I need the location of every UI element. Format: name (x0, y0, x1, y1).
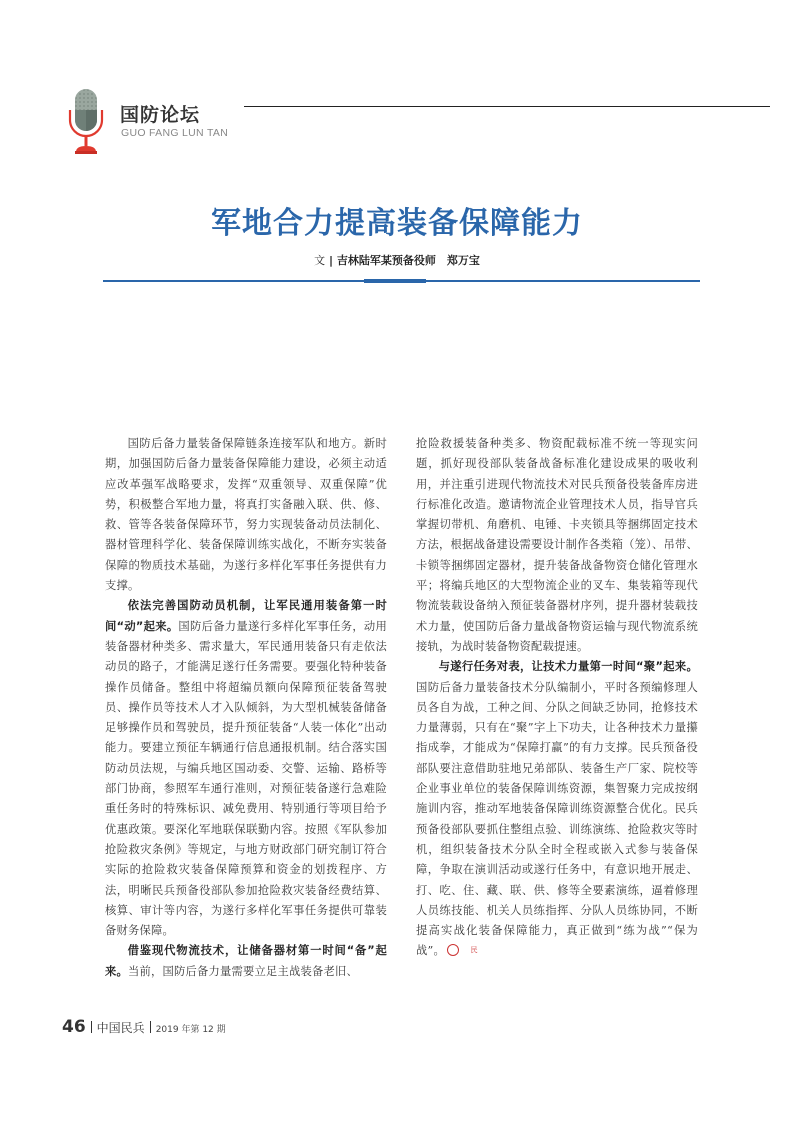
paragraph (105, 941, 387, 982)
paragraph-text: 当前，国防后备力量需要立足主战装备老旧、 (128, 964, 358, 978)
paragraph-lead: 与遂行任务对表，让技术力量第一时间“聚”起来。 (438, 660, 698, 674)
paragraph-text: 国防后备力量装备技术分队编制小，平时各预编修理人员各自为战，工种之间、分队之间缺乏协同，抢修技术力量薄弱，只有在“聚”字上下功夫，让各种技术力量攥指成拳，才能成为“保障打赢”的有力支撑。民兵预备役部队要注意借助驻地兄弟部队、装备生产厂家、院校等企业事业单位的装备保障训练资源，集智聚力完成按纲施训内容，推动军地装备保障训练资源整合优化。民兵预备役部队要抓住整组点验、训练演练、抢险救灾等时机，组织装备技术分队全时全程或嵌入式参与装备保障，争取在演训活动或遂行任务中，有意识地开展走、打、吃、住、藏、联、供、修等全要素演练，逼着修理人员练技能、机关人员练指挥、分队人员练协同，不断提高实战化装备保障能力，真正做到“练为战”“保为战”。 (416, 680, 698, 958)
byline-prefix: 文 (314, 254, 326, 267)
article-title: 军地合力提高装备保障能力 (211, 206, 583, 241)
page-footer (62, 1017, 226, 1037)
magazine-name: 中国民兵 (96, 1021, 145, 1035)
footer-separator (150, 1021, 151, 1033)
byline-author: 吉林陆军某预备役师 郑万宝 (336, 254, 480, 267)
paragraph-lead: 依法完善国防动员机制，让军民通用装备第一时间“动”起来。 (105, 599, 387, 633)
article-column-right (416, 434, 698, 962)
byline-separator: | (328, 254, 334, 267)
microphone-icon (66, 88, 106, 156)
page-number: 46 (62, 1017, 86, 1037)
paragraph (105, 596, 387, 941)
paragraph-lead: 借鉴现代物流技术，让储备器材第一时间“备”起来。 (105, 944, 387, 978)
issue-number: 2019 年第 12 期 (155, 1025, 226, 1035)
end-mark-icon: 民 (447, 944, 459, 956)
paragraph (416, 434, 698, 657)
footer-separator (91, 1021, 92, 1033)
paragraph-text: 国防后备力量装备保障链条连接军队和地方。新时期，加强国防后备力量装备保障能力建设，必须主动适应改革强军战略要求，发挥“双重领导、双重保障”优势，积极整合军地力量，将真打实备融入联、供、修、救、管等各装备保障环节，努力实现装备动员法制化、器材管理科学化、装备保障训练实战化，不断夯实装备保障的物质技术基础，为遂行多样化军事任务提供有力支撑。 (105, 437, 387, 593)
title-divider-accent (364, 279, 426, 283)
byline (0, 252, 794, 268)
header-divider (244, 106, 770, 107)
paragraph-text: 抢险救援装备种类多、物资配载标准不统一等现实问题，抓好现役部队装备战备标准化建设成果的吸收利用，并注重引进现代物流技术对民兵预备役装备库房进行标准化改造。邀请物流企业管理技术人员，指导官兵掌握切带机、角磨机、电锤、卡夹锁具等捆绑固定技术方法，根据战备建设需要设计制作各类箱（笼）、吊带、卡锁等捆绑固定器材，提升装备战备物资仓储化管理水平；将编兵地区的大型物流企业的叉车、集装箱等现代物流装载设备纳入预征装备器材序列，提升器材装载技术力量，使国防后备力量战备物资运输与现代物流系统接轨，为战时装备物资配载提速。 (416, 437, 698, 653)
paragraph-text: 国防后备力量遂行多样化军事任务，动用装备器材种类多、需求量大，军民通用装备只有走依法动员的路子，才能满足遂行任务需要。要强化特种装备操作员储备。整组中将超编员额向保障预征装备驾驶员、操作员等技术人才入队倾斜，为大型机械装备储备足够操作员和驾驶员，提升预征装备“人装一体化”出动能力。要建立预征车辆通行信息通报机制。结合落实国防动员法规，与编兵地区国动委、交警、运输、路桥等部门协商，参照军车通行准则，对预征装备遂行急难险重任务时的特殊标识、减免费用、特别通行等项目给予优惠政策。要深化军地联保联勤内容。按照《军队参加抢险救灾条例》等规定，与地方财政部门研究制订符合实际的抢险救灾装备保障预算和资金的划拨程序、方法，明晰民兵预备役部队参加抢险救灾装备经费结算、核算、审计等内容，为遂行多样化军事任务提供可靠装备财务保障。 (105, 619, 388, 938)
column-title: 国防论坛 (120, 104, 201, 126)
column-subtitle: GUO FANG LUN TAN (121, 127, 229, 139)
paragraph (416, 657, 698, 961)
paragraph (105, 434, 387, 596)
article-column-left (105, 434, 387, 982)
column-header (62, 86, 782, 158)
